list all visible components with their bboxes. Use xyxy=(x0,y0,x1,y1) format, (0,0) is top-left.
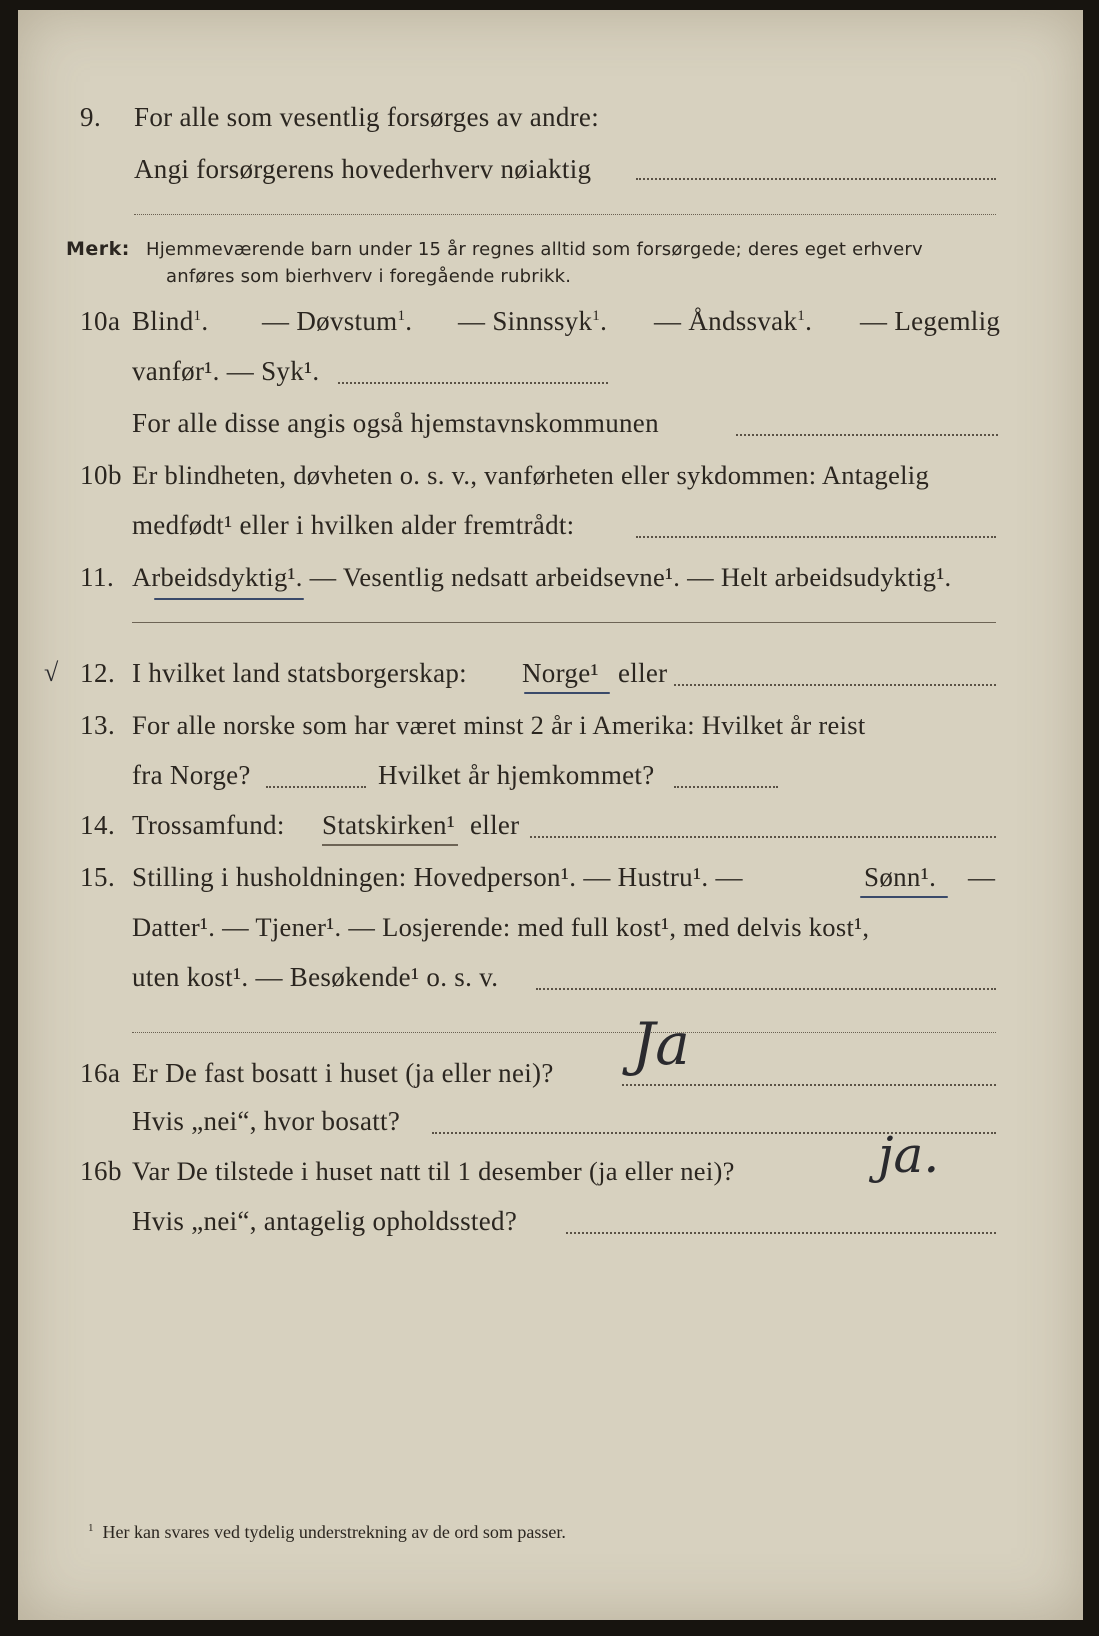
q10b-line1: Er blindheten, døvheten o. s. v., vanførheten eller sykdommen: Antagelig xyxy=(132,460,930,490)
q14-answer-line[interactable] xyxy=(530,836,996,838)
q16b-line2: Hvis „nei“, antagelig opholdssted? xyxy=(132,1206,518,1236)
q16a-answer-line[interactable] xyxy=(622,1084,996,1086)
q10a-hjemstavn-line[interactable] xyxy=(736,434,998,436)
q15-line1a: Stilling i husholdningen: Hovedperson¹. — Hustru¹. — xyxy=(132,862,743,892)
q10a-legemlig: — Legemlig xyxy=(860,306,1001,336)
checkmark-icon: √ xyxy=(44,658,59,687)
merk-label: Merk: xyxy=(66,238,130,260)
q11-handwritten-underline xyxy=(154,598,304,600)
q10a-line2: vanfør¹. — Syk¹. xyxy=(132,356,320,386)
q13-line2b: Hvilket år hjemkommet? xyxy=(378,760,655,790)
q16a-line2: Hvis „nei“, hvor bosatt? xyxy=(132,1106,401,1136)
q14-option-statskirken[interactable]: Statskirken¹ xyxy=(322,810,456,840)
q16a-line1: Er De fast bosatt i huset (ja eller nei)? xyxy=(132,1058,554,1088)
merk-line2: anføres som bierhverv i foregående rubrikk. xyxy=(166,266,572,287)
q12-text: I hvilket land statsborgerskap: xyxy=(132,658,467,688)
q12-norge-underline xyxy=(524,692,610,694)
footnote xyxy=(88,1522,566,1543)
q13-number: 13. xyxy=(80,710,116,740)
q13-reist-line[interactable] xyxy=(266,786,366,788)
footnote-mark: 1 xyxy=(88,1522,94,1534)
q14-text: Trossamfund: xyxy=(132,810,285,840)
q10a-blind: Blind$^1$. xyxy=(132,306,209,336)
q14-tail: eller xyxy=(470,810,520,840)
q10b-answer-line[interactable] xyxy=(636,536,996,538)
q16a-number: 16a xyxy=(80,1058,121,1088)
q16b-number: 16b xyxy=(80,1156,122,1186)
q15-line3: uten kost¹. — Besøkende¹ o. s. v. xyxy=(132,962,499,992)
q11-line1: Arbeidsdyktig¹. — Vesentlig nedsatt arbeidsevne¹. — Helt arbeidsudyktig¹. xyxy=(132,562,952,592)
q15-line2: Datter¹. — Tjener¹. — Losjerende: med full kost¹, med delvis kost¹, xyxy=(132,912,870,942)
q10a-dovstum: — Døvstum$^1$. xyxy=(262,306,413,336)
q10a-andssvak: — Åndssvak$^1$. xyxy=(654,306,813,336)
section-divider xyxy=(132,1032,996,1033)
q15-option-sonn[interactable]: Sønn¹. xyxy=(864,862,937,892)
q12-option-norge[interactable]: Norge¹ xyxy=(522,658,599,688)
q16a-handwritten-answer: Ja xyxy=(632,1010,690,1078)
q15-sonn-underline xyxy=(860,896,948,898)
q15-answer-line[interactable] xyxy=(536,988,996,990)
q9-number: 9. xyxy=(80,102,102,132)
q10a-sinnssyk: — Sinnssyk$^1$. xyxy=(458,306,608,336)
q10a-syk-line[interactable] xyxy=(338,382,608,384)
q13-line2a: fra Norge? xyxy=(132,760,251,790)
q10b-line2: medfødt¹ eller i hvilken alder fremtrådt: xyxy=(132,510,575,540)
census-form-page xyxy=(18,10,1083,1620)
q16b-line1: Var De tilstede i huset natt til 1 desember (ja eller nei)? xyxy=(132,1156,735,1186)
q15-number: 15. xyxy=(80,862,116,892)
q10a-line3: For alle disse angis også hjemstavnskommunen xyxy=(132,408,659,438)
merk-line1: Hjemmeværende barn under 15 år regnes alltid som forsørgede; deres eget erhverv xyxy=(146,239,923,260)
q9-line2: Angi forsørgerens hovederhverv nøiaktig xyxy=(134,154,592,184)
q13-hjemkommet-line[interactable] xyxy=(674,786,778,788)
q16b-handwritten-answer: ja. xyxy=(878,1126,940,1184)
footnote-text: Her kan svares ved tydelig understrekning av de ord som passer. xyxy=(102,1522,566,1542)
q14-number: 14. xyxy=(80,810,116,840)
q11-number: 11. xyxy=(80,562,115,592)
q12-answer-line[interactable] xyxy=(674,684,996,686)
q9-extra-line[interactable] xyxy=(134,214,996,215)
q10a-number: 10a xyxy=(80,306,121,336)
q16b-opholdssted-line[interactable] xyxy=(566,1232,996,1234)
q15-line1c: — xyxy=(968,862,996,892)
q9-answer-line[interactable] xyxy=(636,178,996,180)
q11-divider xyxy=(132,622,996,623)
q9-line1: For alle som vesentlig forsørges av andre: xyxy=(134,102,599,132)
q14-statskirken-underline xyxy=(322,844,458,846)
q10b-number: 10b xyxy=(80,460,122,490)
q13-line1: For alle norske som har været minst 2 år i Amerika: Hvilket år reist xyxy=(132,710,866,740)
q12-number: 12. xyxy=(80,658,116,688)
q12-tail: eller xyxy=(618,658,668,688)
